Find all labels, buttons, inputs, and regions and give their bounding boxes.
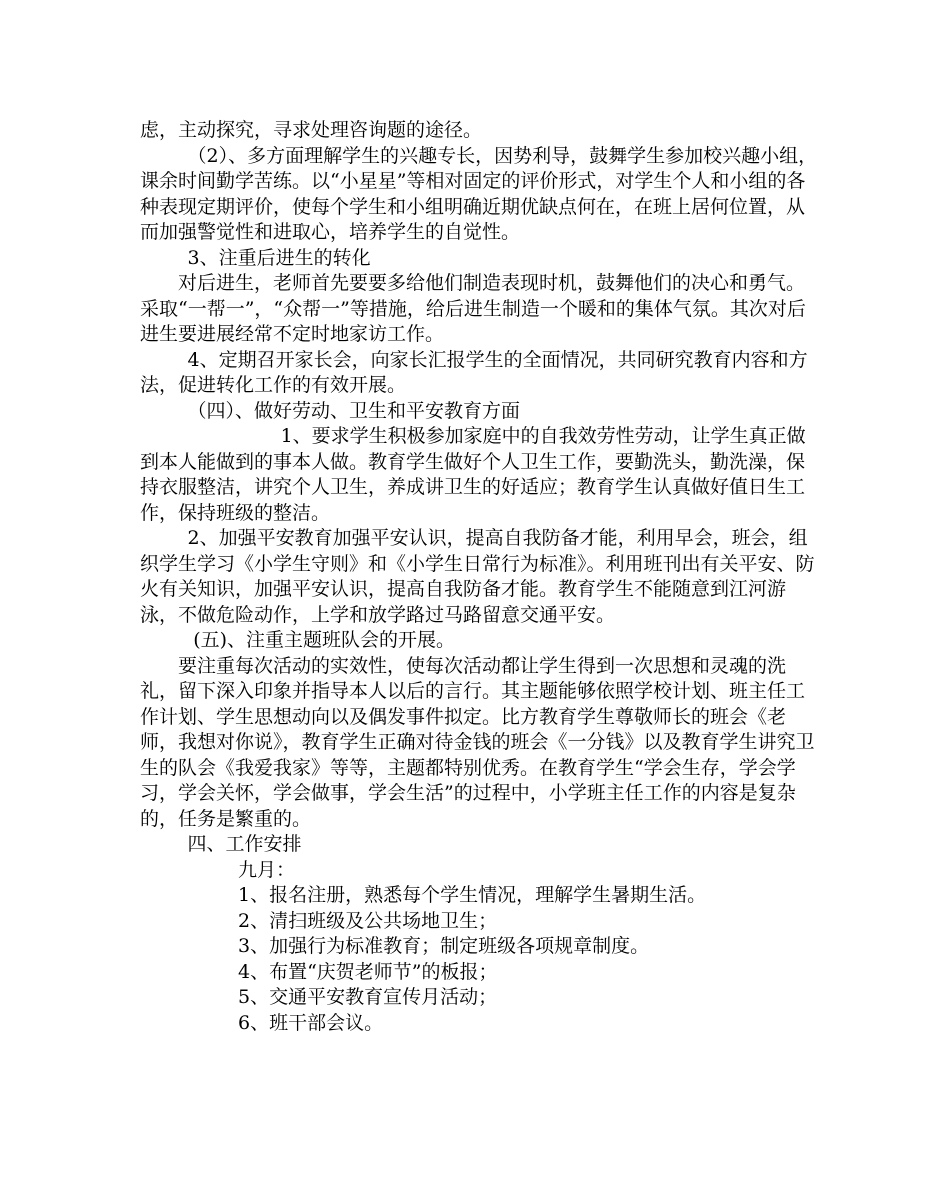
schedule-month: 九月： (238, 858, 296, 881)
paragraph-1: 虑，主动探究，寻求处理咨询题的途径。 (140, 119, 483, 141)
paragraph-5: 4、定期召开家长会，向家长汇报学生的全面情况，共同研究教育内容和方法，促进转化工作的有效开展。 (140, 348, 808, 396)
paragraph-7: 2、加强平安教育加强平安认识，提高自我防备才能，利用早会，班会，组织学生学习《小学生守则》和《小学生日常行为标准》。利用班刊出有关平安、防火有关知识，加强平安认识，提高自我防备才能。教育学生不能随意到江河游泳，不做危险动作，上学和放学路过马路留意交通平安。 (140, 527, 815, 626)
section-heading-work-plan: 四、工作安排 (187, 833, 302, 855)
schedule-item: 4、布置“庆贺老师节”的板报； (238, 960, 498, 983)
schedule-item: 3、加强行为标准教育；制定班级各项规章制度。 (238, 935, 650, 957)
paragraph-2: （2）、多方面理解学生的兴趣专长，因势利导，鼓舞学生参加校兴趣小组，课余时间勤学苦练。以“小星星”等相对固定的评价形式，对学生个人和小组的各种表现定期评价，使每个学生和小组明确近期优缺点何在，在班上居何位置，从而加强警觉性和进取心，培养学生的自觉性。 (140, 144, 818, 243)
paragraph-4: 对后进生，老师首先要要多给他们制造表现时机，鼓舞他们的决心和勇气。采取“一帮一”，“众帮一”等措施，给后进生制造一个暖和的集体气氛。其次对后进生要进展经常不定时地家访工作。 (140, 272, 806, 345)
paragraph-8: 要注重每次活动的实效性，使每次活动都让学生得到一次思想和灵魂的洗礼，留下深入印象并指导本人以后的言行。其主题能够依照学校计划、班主任工作计划、学生思想动向以及偶发事件拟定。比方教育学生尊敬师长的班会《老师，我想对你说》，教育学生正确对待金钱的班会《一分钱》以及教育学生讲究卫生的队会《我爱我家》等等，主题都特别优秀。在教育学生“学会生存，学会学习，学会关怀，学会做事，学会生活”的过程中，小学班主任工作的内容是复杂的，任务是繁重的。 (140, 654, 815, 830)
paragraph-6: 1、要求学生积极参加家庭中的自我效劳性劳动，让学生真正做到本人能做到的事本人做。教育学生做好个人卫生工作，要勤洗头，勤洗澡，保持衣服整洁，讲究个人卫生，养成讲卫生的好适应；教育学生认真做好值日生工作，保持班级的整洁。 (140, 425, 806, 524)
schedule-item: 6、班干部会议。 (238, 1011, 384, 1034)
heading-4: （四）、做好劳动、卫生和平安教育方面 (187, 399, 521, 422)
document-body (140, 118, 820, 1036)
schedule-item: 2、清扫班级及公共场地卫生； (238, 909, 498, 932)
heading-5: (五)、注重主题班队会的开展。 (193, 629, 456, 651)
heading-3: 3、注重后进生的转化 (187, 246, 371, 269)
schedule-item: 1、报名注册，熟悉每个学生情况，理解学生暑期生活。 (238, 884, 707, 906)
schedule-list (140, 858, 820, 1037)
schedule-item: 5、交通平安教育宣传月活动； (238, 986, 498, 1008)
